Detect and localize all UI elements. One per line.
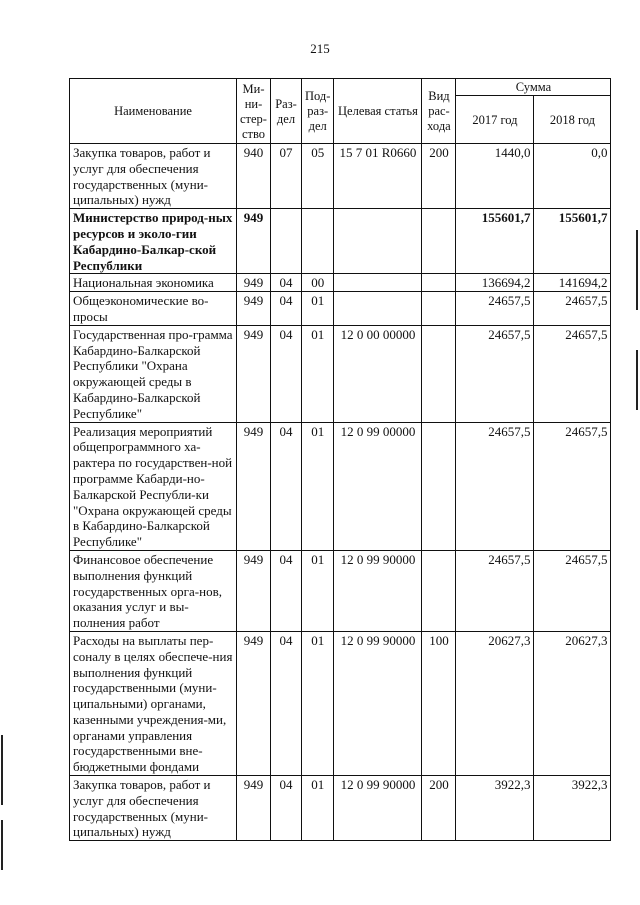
cell-target: 12 0 99 90000: [334, 550, 422, 631]
cell-subsection: 01: [302, 325, 334, 422]
cell-name: Финансовое обеспечение выполнения функций государственных орга-нов, оказания услуг и вы-полнения работ: [70, 550, 237, 631]
table-row: [70, 144, 611, 209]
cell-section: 04: [271, 274, 302, 292]
header-name: Наименование: [70, 79, 237, 144]
cell-name: Государственная про-грамма Кабардино-Балкарской Республики "Охрана окружающей среды в Кабардино-Балкарской Республике": [70, 325, 237, 422]
cell-ministry: 949: [237, 292, 271, 326]
cell-sum-2018: 3922,3: [534, 776, 611, 841]
cell-subsection: 01: [302, 776, 334, 841]
cell-sum-2017: 1440,0: [456, 144, 534, 209]
table-row: [70, 776, 611, 841]
header-ministry: Ми-ни-стер-ство: [237, 79, 271, 144]
cell-expense-type: [422, 422, 456, 550]
cell-ministry: 949: [237, 631, 271, 775]
table-row: [70, 422, 611, 550]
header-year-2017: 2017 год: [456, 96, 534, 144]
cell-name: Реализация мероприятий общепрограммного ха-рактера по государствен-ной программе Кабарди-но-Балкарской Республи-ки "Охрана окружающей среды в Кабардино-Балкарской Республике": [70, 422, 237, 550]
cell-sum-2018: 24657,5: [534, 325, 611, 422]
budget-table: [69, 78, 611, 841]
cell-sum-2018: 20627,3: [534, 631, 611, 775]
cell-section: 04: [271, 292, 302, 326]
cell-ministry: 949: [237, 776, 271, 841]
cell-target: 12 0 00 00000: [334, 325, 422, 422]
cell-name: Закупка товаров, работ и услуг для обеспечения государственных (муни-ципальных) нужд: [70, 776, 237, 841]
cell-name: Закупка товаров, работ и услуг для обеспечения государственных (муни-ципальных) нужд: [70, 144, 237, 209]
cell-name: Министерство природ-ных ресурсов и эколо-гии Кабардино-Балкар-ской Республики: [70, 209, 237, 274]
cell-section: 04: [271, 550, 302, 631]
cell-expense-type: [422, 209, 456, 274]
cell-target: 15 7 01 R0660: [334, 144, 422, 209]
table-row: [70, 550, 611, 631]
cell-sum-2017: 24657,5: [456, 325, 534, 422]
cell-target: 12 0 99 00000: [334, 422, 422, 550]
cell-sum-2018: 141694,2: [534, 274, 611, 292]
cell-sum-2017: 20627,3: [456, 631, 534, 775]
cell-sum-2017: 3922,3: [456, 776, 534, 841]
cell-ministry: 949: [237, 325, 271, 422]
cell-section: 04: [271, 631, 302, 775]
table-row: [70, 274, 611, 292]
cell-ministry: 949: [237, 209, 271, 274]
cell-ministry: 949: [237, 274, 271, 292]
cell-sum-2017: 155601,7: [456, 209, 534, 274]
header-subsection: Под-раз-дел: [302, 79, 334, 144]
cell-name: Общеэкономические во-просы: [70, 292, 237, 326]
scan-edge-mark: [636, 230, 638, 310]
header-section: Раз-дел: [271, 79, 302, 144]
header-year-2018: 2018 год: [534, 96, 611, 144]
table-row: [70, 631, 611, 775]
header-expense-type: Вид рас-хода: [422, 79, 456, 144]
cell-sum-2018: 155601,7: [534, 209, 611, 274]
cell-subsection: 05: [302, 144, 334, 209]
cell-sum-2018: 24657,5: [534, 422, 611, 550]
cell-subsection: 01: [302, 292, 334, 326]
cell-sum-2018: 24657,5: [534, 550, 611, 631]
cell-target: [334, 274, 422, 292]
cell-subsection: 01: [302, 550, 334, 631]
cell-subsection: 01: [302, 422, 334, 550]
cell-expense-type: [422, 292, 456, 326]
cell-section: 04: [271, 325, 302, 422]
table-body: [70, 144, 611, 841]
cell-name: Национальная экономика: [70, 274, 237, 292]
cell-target: 12 0 99 90000: [334, 631, 422, 775]
cell-sum-2017: 24657,5: [456, 292, 534, 326]
header-target: Целевая статья: [334, 79, 422, 144]
cell-sum-2018: 24657,5: [534, 292, 611, 326]
scan-edge-mark: [1, 735, 3, 805]
header-sum: Сумма: [456, 79, 611, 96]
cell-section: 04: [271, 422, 302, 550]
cell-sum-2018: 0,0: [534, 144, 611, 209]
cell-expense-type: [422, 274, 456, 292]
page-number: 215: [310, 41, 330, 56]
cell-target: 12 0 99 90000: [334, 776, 422, 841]
scan-edge-mark: [636, 350, 638, 410]
cell-subsection: 00: [302, 274, 334, 292]
cell-section: [271, 209, 302, 274]
table-row: [70, 292, 611, 326]
cell-expense-type: [422, 550, 456, 631]
cell-ministry: 949: [237, 550, 271, 631]
cell-sum-2017: 24657,5: [456, 550, 534, 631]
cell-ministry: 940: [237, 144, 271, 209]
cell-sum-2017: 136694,2: [456, 274, 534, 292]
cell-section: 04: [271, 776, 302, 841]
cell-subsection: [302, 209, 334, 274]
cell-sum-2017: 24657,5: [456, 422, 534, 550]
cell-expense-type: 200: [422, 144, 456, 209]
scan-edge-mark: [1, 820, 3, 870]
cell-target: [334, 209, 422, 274]
cell-section: 07: [271, 144, 302, 209]
cell-ministry: 949: [237, 422, 271, 550]
cell-expense-type: 100: [422, 631, 456, 775]
cell-subsection: 01: [302, 631, 334, 775]
table-row: [70, 325, 611, 422]
table-row: [70, 209, 611, 274]
cell-target: [334, 292, 422, 326]
cell-expense-type: 200: [422, 776, 456, 841]
cell-name: Расходы на выплаты пер-соналу в целях обеспече-ния выполнения функций государственными (муни-ципальными) органами, казенными учреждения-ми, органами управления государственными вне-бюджетными фондами: [70, 631, 237, 775]
cell-expense-type: [422, 325, 456, 422]
